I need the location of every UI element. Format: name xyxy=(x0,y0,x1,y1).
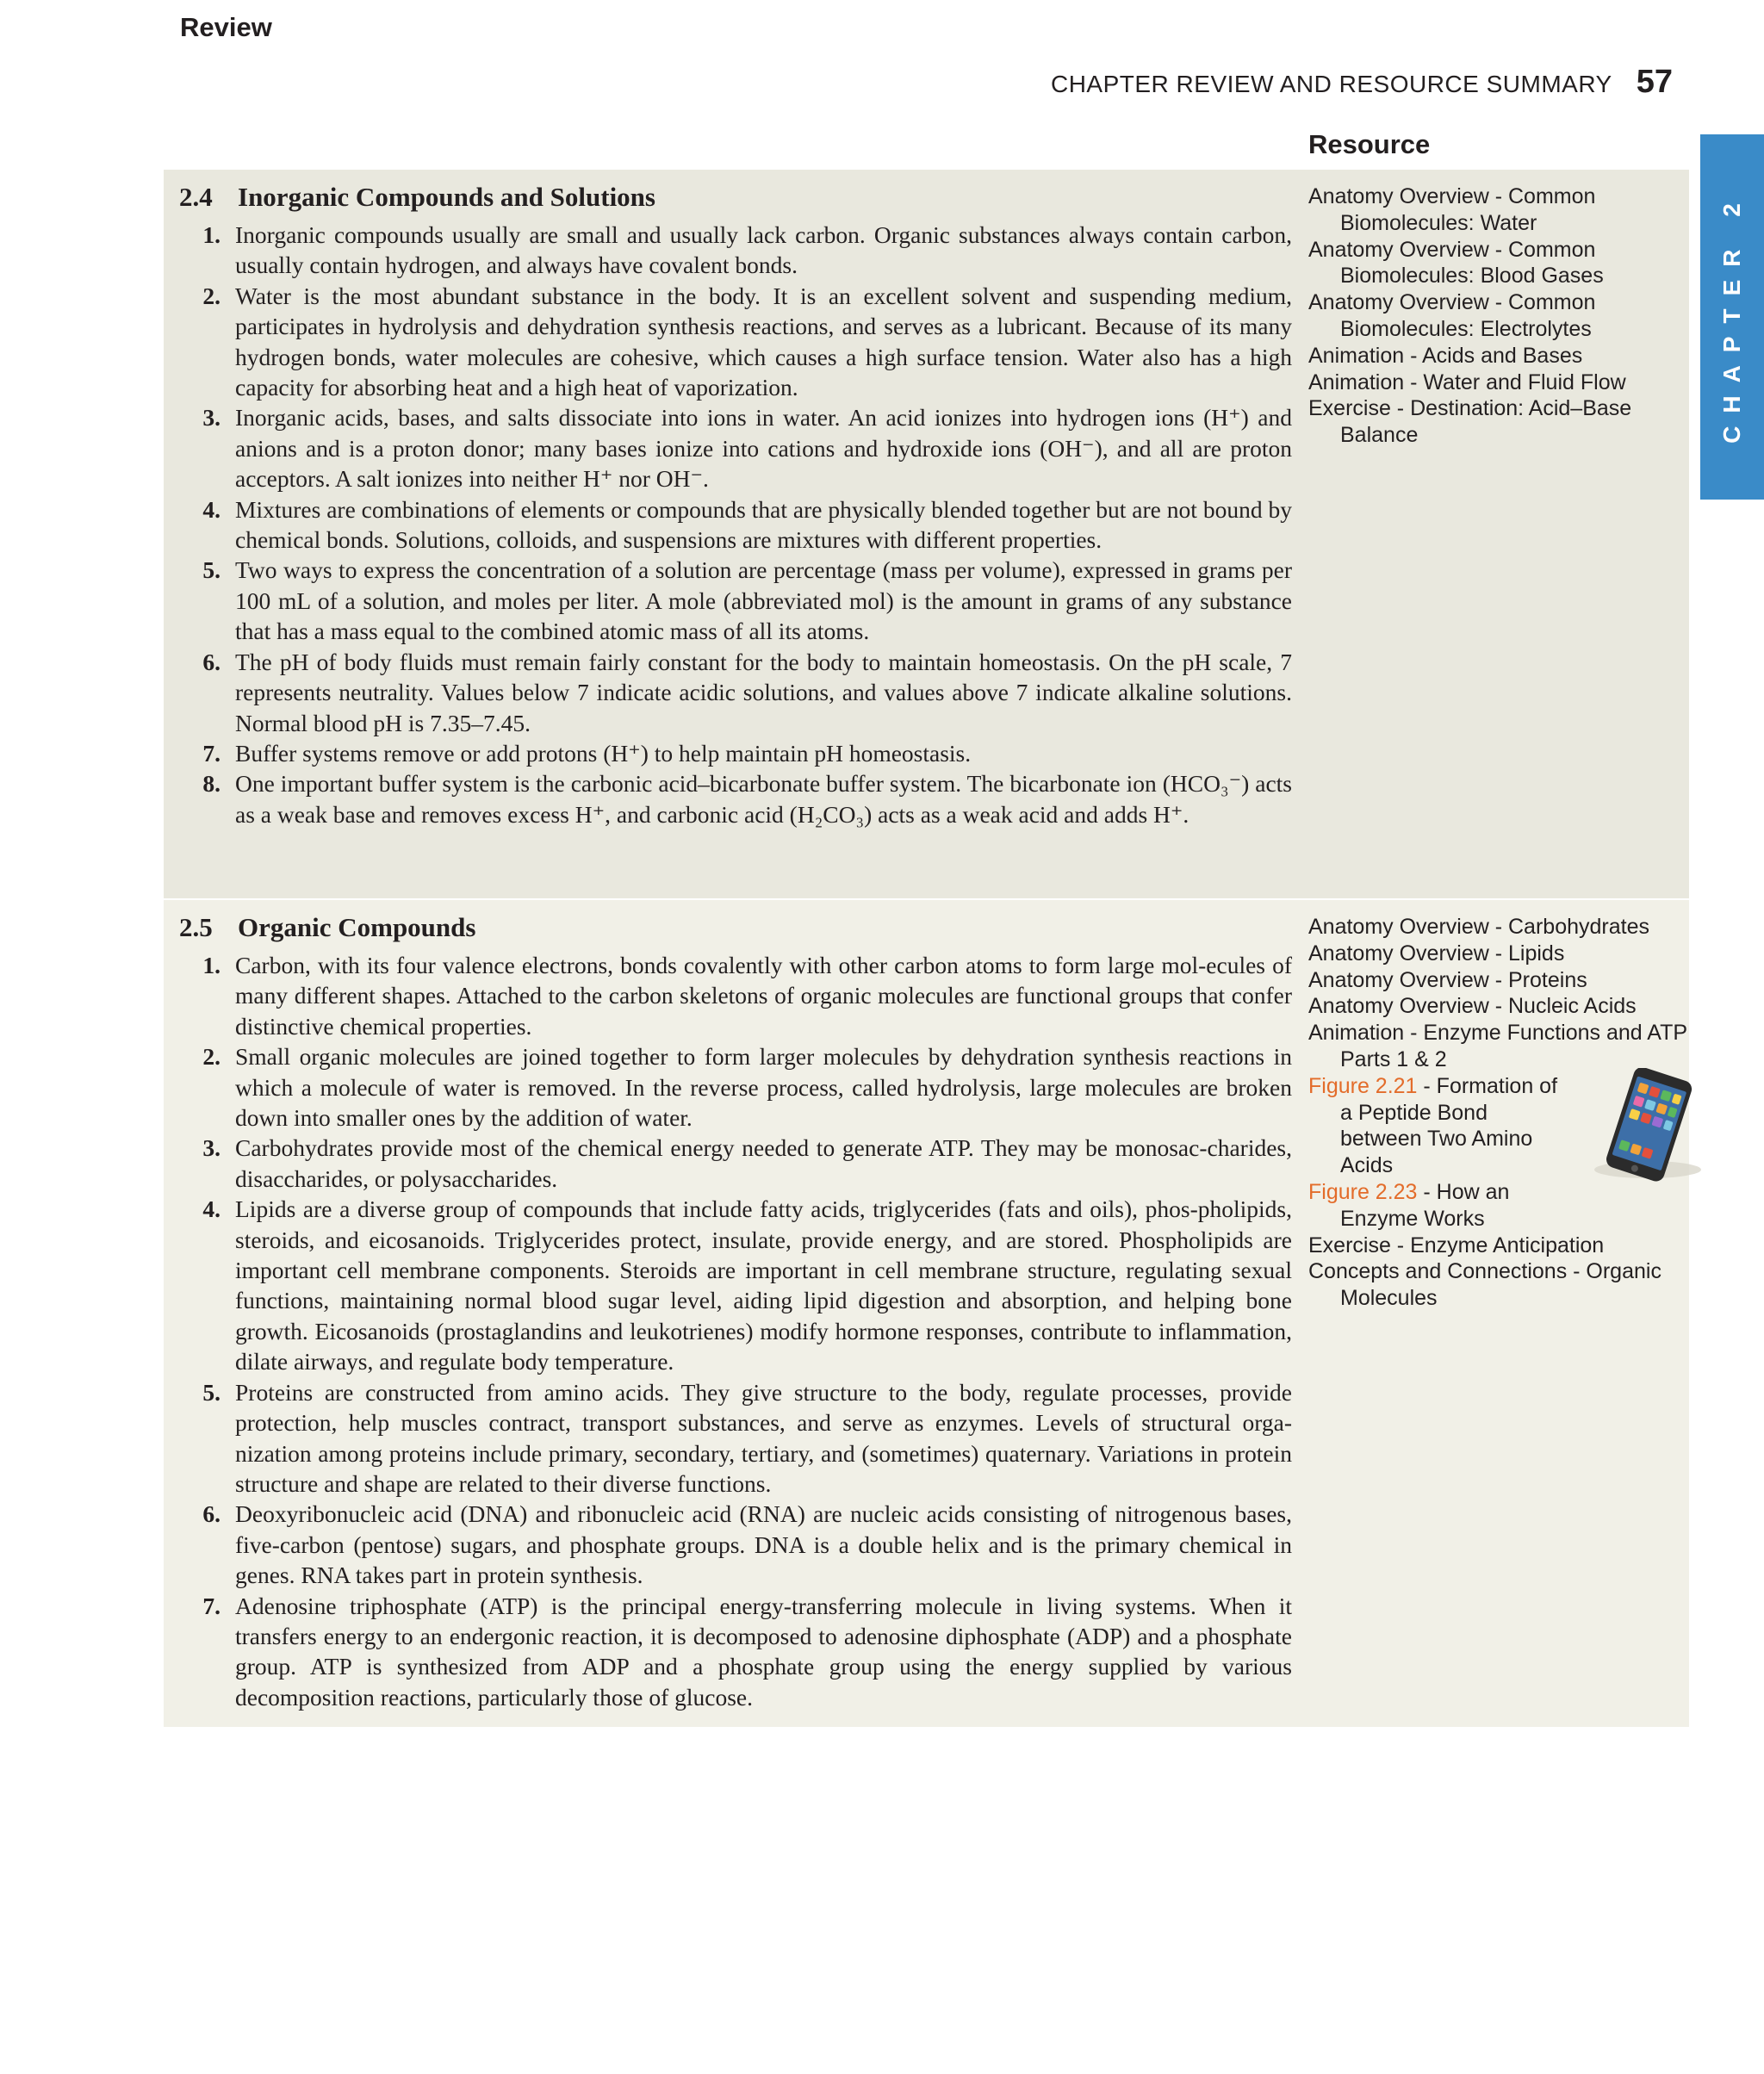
item-text: Mixtures are combinations of elements or compounds that are physically blended together but are not bound by chemical bonds. Solutions, colloids, and suspensions are mixtures with different properties. xyxy=(235,495,1292,554)
chapter-tab-label: CHAPTER 2 xyxy=(1718,190,1746,444)
item-text: Adenosine triphosphate (ATP) is the principal energy-transferring molecule in living systems. When it transfers energy to an endergonic reaction, it is decomposed to adenosine diphosphate (ADP) and a phosphate group. ATP is synthesized from ADP and a phosphate group using the energy supplied by various decomposition reactions, particularly those of glucose. xyxy=(235,1592,1292,1711)
resource-link[interactable] xyxy=(1308,1233,1687,1259)
resource-text[interactable]: Anatomy Overview - Proteins xyxy=(1308,967,1587,992)
section-title: Inorganic Compounds and Solutions xyxy=(238,182,655,212)
review-item xyxy=(179,768,1292,829)
section-2-5 xyxy=(164,900,1689,1727)
item-number: 1. xyxy=(202,221,220,248)
item-text: Carbohydrates provide most of the chemical energy needed to generate ATP. They may be monosac-charides, disaccharides, or polysaccharides. xyxy=(235,1134,1292,1192)
item-number: 7. xyxy=(202,1592,220,1619)
item-number: 3. xyxy=(202,404,220,432)
chapter-tab[interactable] xyxy=(1700,134,1764,500)
review-item xyxy=(179,555,1292,646)
resource-text[interactable]: Anatomy Overview - Nucleic Acids xyxy=(1308,994,1637,1019)
section-number: 2.4 xyxy=(179,182,213,212)
resource-link[interactable] xyxy=(1308,369,1687,396)
item-text: Lipids are a diverse group of compounds that include fatty acids, triglycerides (fats and oils), phos-pholipids, steroids, and eicosanoids. Triglycerides protect, insulate, provide energy, and are stored. Phospholipids are important cell membrane components. Steroids are important in cell membrane structure, regulating sexual functions, maintaining normal blood sugar level, aiding lipid digestion and absorption, and helping bone growth. Eicosanoids (prostaglandins and leukotrienes) modify hormone responses, contribute to inflammation, dilate airways, and regulate body temperature. xyxy=(235,1195,1292,1375)
item-number: 7. xyxy=(202,739,220,767)
resource-text[interactable]: Concepts and Connections - Organic Molecules xyxy=(1308,1259,1662,1311)
resource-link[interactable] xyxy=(1308,967,1687,994)
review-column xyxy=(179,912,1292,1712)
resource-link[interactable] xyxy=(1308,237,1687,290)
item-number: 2. xyxy=(202,282,220,309)
running-head xyxy=(1051,64,1673,101)
item-text: Water is the most abundant substance in the body. It is an excellent solvent and suspending medium, participates in hydrolysis and dehydration synthesis reactions, and serves as a lubricant. Because of its many hydrogen bonds, water molecules are cohesive, which causes a high surface tension. Water also has a high capacity for absorbing heat and a high heat of vaporization. xyxy=(235,282,1292,401)
section-2-4 xyxy=(164,170,1689,898)
review-item xyxy=(179,281,1292,403)
item-number: 4. xyxy=(202,1195,220,1223)
item-number: 5. xyxy=(202,1378,220,1406)
item-number: 6. xyxy=(202,648,220,675)
review-list xyxy=(179,220,1292,829)
item-text: The pH of body fluids must remain fairly constant for the body to maintain homeostasis. On the pH scale, 7 represents neutrality. Values below 7 indicate acidic solutions, and values above 7 indicate alkaline solutions. Normal blood pH is 7.35–7.45. xyxy=(235,648,1292,736)
resource-link[interactable] xyxy=(1308,941,1687,967)
resource-text[interactable]: Anatomy Overview - Common Biomolecules: Water xyxy=(1308,184,1596,235)
item-number: 2. xyxy=(202,1043,220,1071)
item-text: Proteins are constructed from amino acids. They give structure to the body, regulate processes, provide protection, help muscles contract, transport substances, and serve as enzymes. Levels of structural orga-nization among proteins include primary, secondary, tertiary, and (sometimes) quaternary. Variations in protein structure and shape are related to their diverse functions. xyxy=(235,1378,1292,1497)
review-item xyxy=(179,950,1292,1041)
review-item xyxy=(179,402,1292,494)
resource-link[interactable] xyxy=(1308,993,1687,1020)
review-list xyxy=(179,950,1292,1712)
review-item xyxy=(179,1377,1292,1500)
resource-link[interactable] xyxy=(1308,395,1687,449)
item-text: Small organic molecules are joined together to form larger molecules by dehydration synthesis reactions in which a molecule of water is removed. In the reverse process, called hydrolysis, large molecules are broken down into smaller ones by the addition of water. xyxy=(235,1043,1292,1132)
page-number: 57 xyxy=(1636,64,1673,100)
figure-ref[interactable]: Figure 2.23 xyxy=(1308,1179,1418,1204)
review-item xyxy=(179,1194,1292,1376)
resource-text[interactable]: Animation - Enzyme Functions and ATP Parts 1 & 2 xyxy=(1308,1021,1687,1071)
resource-text[interactable]: Exercise - Destination: Acid–Base Balance xyxy=(1308,396,1632,448)
resource-text[interactable]: Anatomy Overview - Common Biomolecules: Blood Gases xyxy=(1308,237,1604,289)
running-head-title: CHAPTER REVIEW AND RESOURCE SUMMARY xyxy=(1050,71,1612,97)
review-column xyxy=(179,182,1292,829)
resource-link[interactable] xyxy=(1308,1020,1687,1073)
section-heading xyxy=(179,912,1292,943)
item-text: Inorganic acids, bases, and salts dissociate into ions in water. An acid ionizes into hydrogen ions (H⁺) and anions and is a proton donor; many bases ionize into cations and hydroxide ions (OH⁻), and all are proton acceptors. A salt ionizes into neither H⁺ nor OH⁻. xyxy=(235,404,1292,493)
item-number: 4. xyxy=(202,495,220,523)
item-text: Two ways to express the concentration of a solution are percentage (mass per volume), expressed in grams per 100 mL of a solution, and moles per liter. A mole (abbreviated mol) is the amount in grams of any substance that has a mass equal to the combined atomic mass of all its atoms. xyxy=(235,556,1292,645)
resource-link[interactable] xyxy=(1308,183,1687,237)
smartphone-icon xyxy=(1583,1068,1712,1189)
resource-text[interactable]: Animation - Acids and Bases xyxy=(1308,343,1583,368)
item-number: 8. xyxy=(202,770,220,798)
resource-link[interactable] xyxy=(1308,343,1687,369)
resource-text[interactable]: Animation - Water and Fluid Flow xyxy=(1308,369,1626,394)
item-text: Inorganic compounds usually are small and usually lack carbon. Organic substances always contain carbon, usually contain hydrogen, and always have covalent bonds. xyxy=(235,221,1292,279)
section-number: 2.5 xyxy=(179,912,213,942)
item-text: Deoxyribonucleic acid (DNA) and ribonucleic acid (RNA) are nucleic acids consisting of nitrogenous bases, five-carbon (pentose) sugars, and phosphate groups. DNA is a double helix and is the primary chemical in genes. RNA takes part in protein synthesis. xyxy=(235,1500,1292,1589)
review-item xyxy=(179,1041,1292,1133)
section-title: Organic Compounds xyxy=(238,912,476,942)
resource-link[interactable] xyxy=(1308,1258,1687,1312)
resource-text[interactable]: Anatomy Overview - Carbohydrates xyxy=(1308,915,1649,939)
resource-text[interactable]: - Formation of a Peptide Bond between Two Amino Acids xyxy=(1340,1073,1558,1178)
review-column-heading: Review xyxy=(180,12,272,42)
resource-list xyxy=(1308,183,1687,449)
review-item xyxy=(179,647,1292,738)
resource-column-heading: Resource xyxy=(1308,129,1431,159)
item-text: Carbon, with its four valence electrons, bonds covalently with other carbon atoms to form large mol-ecules of many different shapes. Attached to the carbon skeletons of organic molecules are functional groups that confer distinctive chemical properties. xyxy=(235,952,1292,1040)
resource-text[interactable]: Anatomy Overview - Lipids xyxy=(1308,941,1565,966)
item-number: 1. xyxy=(202,952,220,978)
item-number: 6. xyxy=(202,1500,220,1528)
resource-text[interactable]: Exercise - Enzyme Anticipation xyxy=(1308,1233,1605,1257)
figure-ref[interactable]: Figure 2.21 xyxy=(1308,1073,1418,1098)
resource-link[interactable] xyxy=(1308,289,1687,343)
review-item xyxy=(179,1499,1292,1590)
review-item xyxy=(179,1591,1292,1713)
item-number: 3. xyxy=(202,1134,220,1162)
resource-text[interactable]: - How an Enzyme Works xyxy=(1340,1179,1510,1231)
review-item xyxy=(179,494,1292,556)
review-item xyxy=(179,738,1292,768)
item-text: Buffer systems remove or add protons (H⁺) to help maintain pH homeostasis. xyxy=(235,739,972,767)
resource-link[interactable] xyxy=(1308,914,1687,941)
resource-text[interactable]: Anatomy Overview - Common Biomolecules: Electrolytes xyxy=(1308,290,1596,341)
item-text: One important buffer system is the carbonic acid–bicarbonate buffer system. The bicarbonate ion (HCO₃⁻) acts as a weak base and removes excess H⁺, and carbonic acid (H₂CO₃) acts as a weak acid and adds H⁺. xyxy=(235,770,1292,828)
review-item xyxy=(179,220,1292,281)
item-number: 5. xyxy=(202,556,220,584)
section-heading xyxy=(179,182,1292,213)
review-item xyxy=(179,1133,1292,1194)
